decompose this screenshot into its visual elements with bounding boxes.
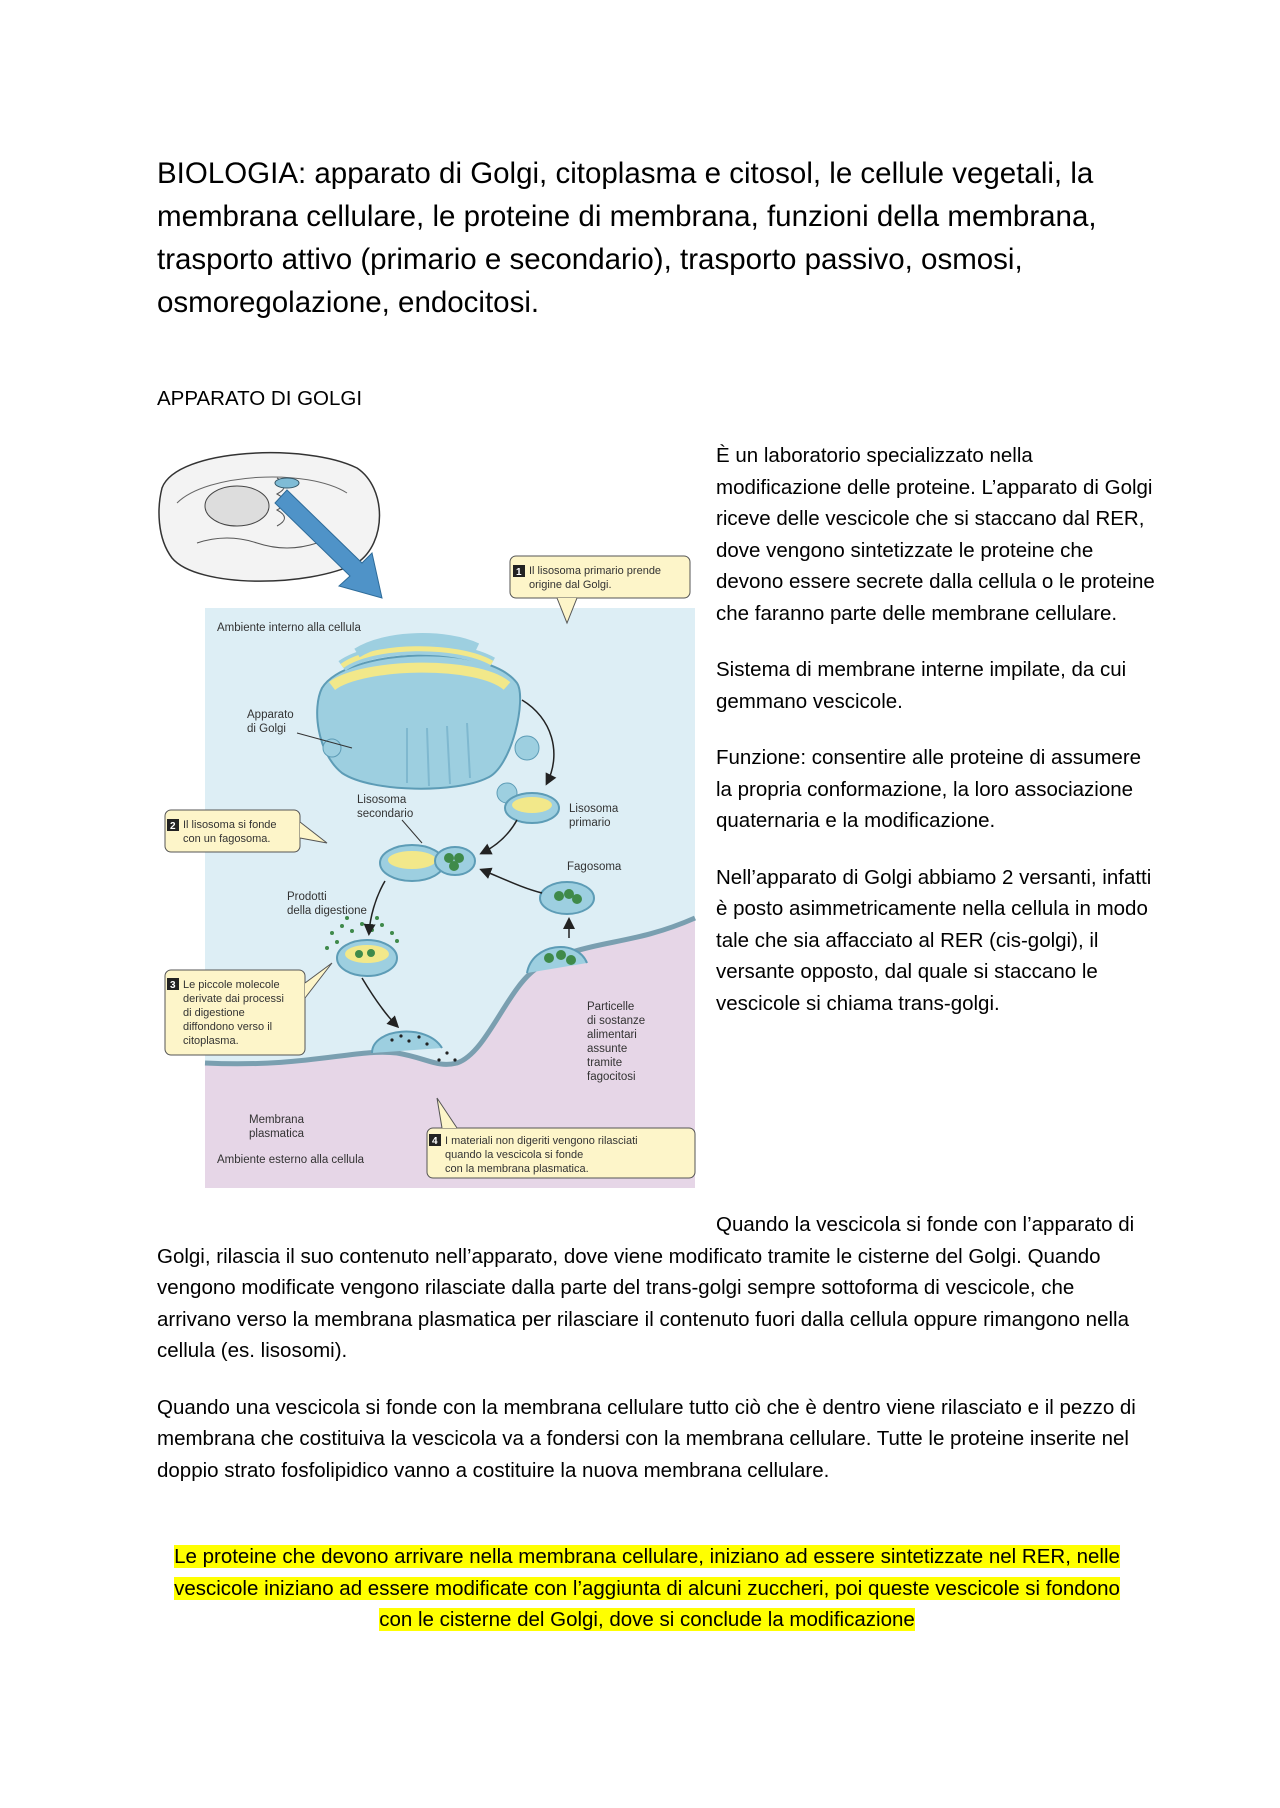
svg-text:citoplasma.: citoplasma. — [183, 1035, 239, 1047]
paragraph-fusione: Quando una vescicola si fonde con la membrana cellulare tutto ciò che è dentro viene rilasciato e il pezzo di membrana che costituiva la vescicola va a fondersi con la membrana cellulare. Tutte le proteine inserite nel doppio strato fosfolipidico vanno a costituire la nuova membrana cellulare. — [157, 1395, 1136, 1482]
svg-text:diffondono verso il: diffondono verso il — [183, 1021, 273, 1033]
section-heading: APPARATO DI GOLGI — [157, 387, 363, 410]
label-secondario: secondario — [357, 808, 414, 820]
svg-text:Particelle: Particelle — [587, 1001, 635, 1013]
paragraph-versanti: Nell’apparato di Golgi abbiamo 2 versanti, infatti è posto asimmetricamente nella cellula in modo tale che sia affacciato al RER (cis-golgi), il versante opposto, dal quale si staccano le vescicole si chiama trans-golgi. — [716, 865, 1152, 1015]
label-plasmatica: plasmatica — [249, 1128, 304, 1140]
label-membrana: Membrana — [249, 1114, 304, 1126]
svg-text:4: 4 — [432, 1136, 438, 1147]
svg-text:I materiali non digeriti vengo: I materiali non digeriti vengono rilasciati — [445, 1135, 638, 1147]
golgi-lysosome-figure — [157, 448, 697, 1190]
right-column-text — [716, 440, 1156, 1044]
label-fagosoma: Fagosoma — [567, 861, 622, 873]
label-ambiente-interno: Ambiente interno alla cellula — [217, 622, 361, 634]
paragraph-sistema: Sistema di membrane interne impilate, da cui gemmano vescicole. — [716, 658, 1127, 713]
svg-text:Le piccole molecole: Le piccole molecole — [183, 979, 280, 991]
label-prodotti: Prodotti — [287, 891, 327, 903]
label-primario: primario — [569, 817, 611, 829]
label-lisosoma-secondario: Lisosoma — [357, 794, 407, 806]
label-ambiente-esterno: Ambiente esterno alla cellula — [217, 1154, 365, 1166]
svg-text:con la membrana plasmatica.: con la membrana plasmatica. — [445, 1163, 589, 1175]
svg-text:3: 3 — [170, 980, 176, 991]
page-title: BIOLOGIA: apparato di Golgi, citoplasma e citosol, le cellule vegetali, la membrana cellulare, le proteine di membrana, funzioni della membrana, trasporto attivo (primario e secondario), trasporto passivo, osmosi, osmoregolazione, endocitosi. — [157, 157, 1097, 319]
highlighted-text: Le proteine che devono arrivare nella membrana cellulare, iniziano ad essere sintetizzate nel RER, nelle vescicole iniziano ad essere modificate con l’aggiunta di alcuni zuccheri, poi queste vescicole si fondono con le cisterne del Golgi, dove si conclude la modificazione — [174, 1545, 1120, 1631]
svg-text:2: 2 — [170, 821, 176, 832]
highlighted-paragraph — [157, 1541, 1137, 1636]
svg-text:alimentari: alimentari — [587, 1029, 637, 1041]
svg-text:quando la vescicola si fonde: quando la vescicola si fonde — [445, 1149, 584, 1161]
svg-text:derivate dai processi: derivate dai processi — [183, 993, 284, 1005]
paragraph-funzione: Funzione: consentire alle proteine di assumere la propria conformazione, la loro associazione quaternaria e la modificazione. — [716, 746, 1142, 832]
label-della-digestione: della digestione — [287, 905, 367, 917]
svg-text:Il lisosoma primario prende: Il lisosoma primario prende — [529, 565, 662, 577]
phagosome — [540, 882, 594, 914]
svg-text:di sostanze: di sostanze — [587, 1015, 646, 1027]
label-apparato: Apparato — [247, 709, 294, 721]
paragraph-vescicola: Quando la vescicola si fonde con l’apparato di Golgi, rilascia il suo contenuto nell’apparato, dove viene modificato tramite le cisterne del Golgi. Quando vengono modificate vengono rilasciate dalla parte del trans-golgi sempre sottoforma di vescicole, che arrivano verso la membrana plasmatica per rilasciare il contenuto fuori dalla cellula oppure rimangono nella cellula (es. lisosomi). — [157, 1213, 1135, 1362]
figure-svg — [157, 448, 697, 1190]
svg-text:1: 1 — [516, 567, 522, 578]
paragraph-definition: È un laboratorio specializzato nella modificazione delle proteine. L’apparato di Golgi riceve delle vescicole che si staccano dal RER, dove vengono sintetizzate le proteine che devono essere secrete dalla cellula o le proteine che faranno parte delle membrane cellulare. — [716, 444, 1155, 625]
svg-text:di digestione: di digestione — [183, 1007, 245, 1019]
svg-text:assunte: assunte — [587, 1043, 628, 1055]
svg-text:Il lisosoma si fonde: Il lisosoma si fonde — [183, 819, 277, 831]
svg-text:fagocitosi: fagocitosi — [587, 1071, 636, 1083]
svg-text:tramite: tramite — [587, 1057, 623, 1069]
label-di-golgi: di Golgi — [247, 723, 286, 735]
svg-text:origine dal Golgi.: origine dal Golgi. — [529, 579, 612, 591]
svg-text:con un fagosoma.: con un fagosoma. — [183, 833, 271, 845]
body-text — [157, 1209, 1147, 1511]
primary-lysosome — [505, 793, 559, 823]
label-lisosoma-primario: Lisosoma — [569, 803, 619, 815]
